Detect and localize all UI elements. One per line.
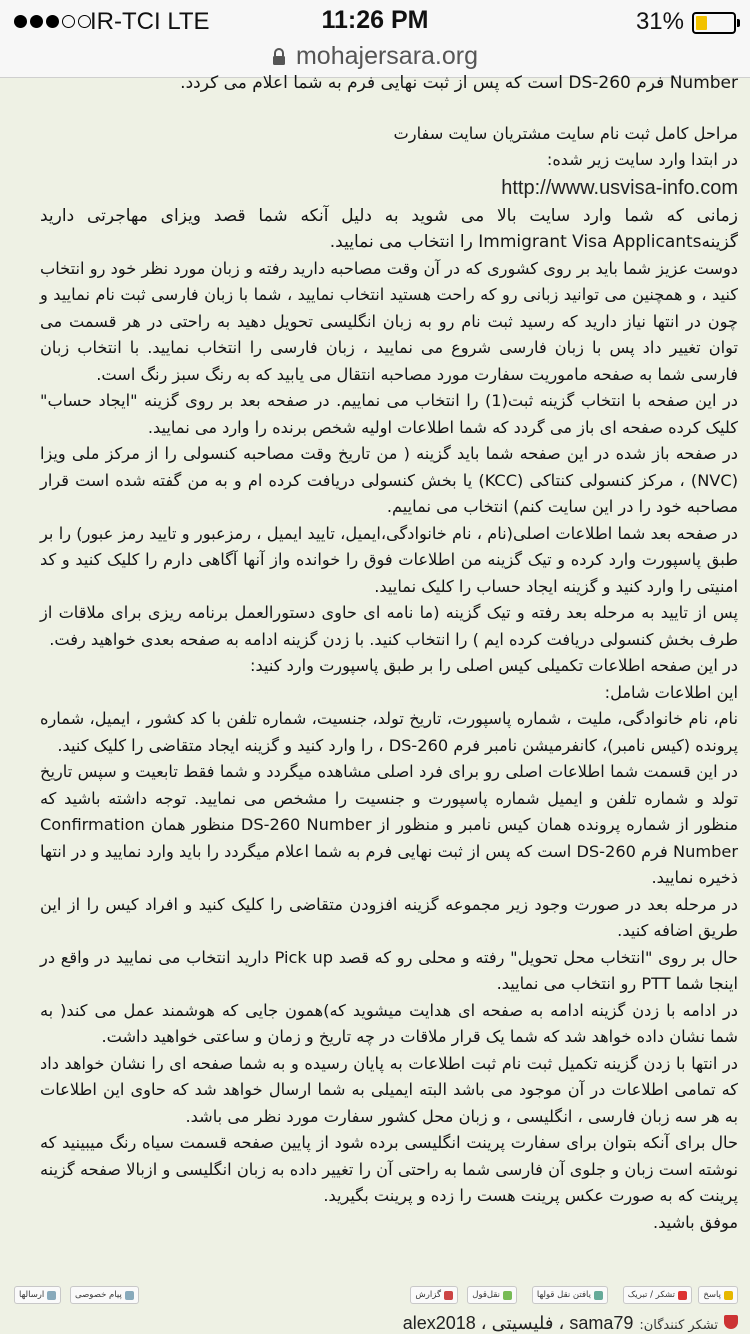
site-link[interactable]: http://www.usvisa-info.com — [501, 176, 738, 199]
multi-quote-button[interactable]: یافتن نقل قولها — [532, 1286, 608, 1304]
post-paragraph: Number فرم DS-260 است که پس از ثبت نهایی فرم به شما اعلام می کردد. — [180, 73, 738, 93]
post-paragraph: زمانی که شما وارد سایت بالا می شوید به دلیل آنکه شما قصد ویزای مهاجرتی دارید گزینهImmigrant Visa Applicants را انتخاب می نمایید. — [40, 205, 738, 252]
status-time: 11:26 PM — [321, 6, 429, 34]
post-paragraph: نام، نام خانوادگی، ملیت ، شماره پاسپورت، تاریخ تولد، جنسیت، شماره تلفن با کد کشور ، ایمیل، شماره پرونده (کیس نامبر)، کانفرمیشن نامبر فرم DS-260 ، را وارد کنید و گزینه ایجاد متقاضی را کلیک کنید. — [40, 709, 738, 755]
post-paragraph: حال بر روی "انتخاب محل تحویل" رفته و محلی رو که قصد Pick up دارید انتخاب می نمایید در واقع در اینجا شما PTT رو انتخاب می نمایید. — [40, 947, 738, 993]
post-paragraph: در این قسمت شما اطلاعات اصلی رو برای فرد اصلی مشاهده میگردد و شما فقط تابعیت و سپس تاریخ تولد و شماره تلفن و ایمیل شماره پاسپورت و جنسیت را مشخص می نمایید. توجه داشته باشید که منظور از شماره پرونده همان کیس نامبر و منظور از DS-260 Number منظور همان Confirmation Number فرم DS-260 است که پس از ثبت نهایی فرم به شما اعلام میگردد را باید وارد نمایید و در انتها ذخیره نمایید. — [40, 762, 739, 887]
thanks-users[interactable]: sama79 ، فلیسیتی ، alex2018 — [402, 1313, 634, 1333]
post-paragraph: در صفحه باز شده در این صفحه شما باید گزینه ( من تاریخ وقت مصاحبه کنسولی را از مرکز ملی ویزا (NVC) ، مرکز کنسولی کنتاکی (KCC) یا بخش کنسولی دریافت کرده ام و به من گفته شده است قرار مصاحبه خود را در این سایت کنم) انتخاب می نماییم. — [40, 444, 739, 516]
search-icon — [47, 1291, 56, 1300]
post-paragraph: در انتها با زدن گزینه تکمیل ثبت نام ثبت اطلاعات به پایان رسیده و به شما صفحه ای را نشان خواهد داد که تمامی اطلاعات در آن موجود می باشد البته ایمیلی به شما ارسال خواهد شد که حاوی این اطلاعات به هر سه زبان فارسی ، انگلیسی ، و زبان محل کشور سفارت مورد نظر می باشد. — [40, 1053, 738, 1126]
thanks-button[interactable]: تشکر / تبریک — [623, 1286, 692, 1304]
post-paragraph: پس از تایید به مرحله بعد رفته و تیک گزینه (ما نامه ای حاوی دستورالعمل برنامه ریزی برای ملاقات از طرف بخش کنسولی دریافت کرده ایم ) را انتخاب کنید. با زدن گزینه ادامه به صفحه بعدی خواهید رفت. — [40, 603, 738, 649]
thanks-label: تشکر کنندگان: — [639, 1318, 718, 1333]
url-text: mohajersara.org — [295, 41, 479, 70]
reply-icon — [724, 1291, 733, 1300]
reply-button[interactable]: پاسخ — [698, 1286, 738, 1304]
post-paragraph: موفق باشید. — [653, 1212, 738, 1232]
post-body — [40, 73, 739, 1236]
carrier-label: IR-TCI LTE — [90, 8, 210, 35]
lock-icon — [272, 48, 286, 66]
post-paragraph: دوست عزیز شما باید بر روی کشوری که در آن وقت مصاحبه دارید رفته و زبان مورد نظر خود رو انتخاب کنید ، و همچنین می توانید زبانی رو که راحت هستید انتخاب نمایید ، شما با زبان فارسی ثبت نام نمایید و چون در انتها نیاز دارید که رسید ثبت نام رو به زبان انگلیسی تحویل دهید به راحتی در هر قسمت می توان تغییر داد پس با زبان فارسی شروع می نمایید ، زبان فارسی را انتخاب نمایید. با انتخاب زبان فارسی شما به صفحه ماموریت سفارت مورد مصاحبه انتقال می یابید که به رنگ سبز رنگ است. — [40, 258, 738, 384]
search-icon — [125, 1291, 134, 1300]
post-paragraph: در مرحله بعد در صورت وجود زیر مجموعه گزینه افزودن متقاضی را کلیک کنید و افراد کیس را از این طریق اضافه کنید. — [40, 894, 738, 940]
thanks-bar — [403, 1313, 738, 1334]
post-paragraph: در ابتدا وارد سایت زیر شده: — [546, 150, 738, 169]
battery-percent: 31% — [635, 8, 684, 35]
browser-chrome — [0, 0, 750, 78]
battery-icon — [692, 12, 736, 34]
address-bar[interactable] — [0, 40, 750, 72]
quote-icon — [594, 1291, 603, 1300]
report-button[interactable]: گزارش — [410, 1286, 458, 1304]
post-paragraph: در این صفحه اطلاعات تکمیلی کیس اصلی را بر طبق پاسپورت وارد کنید: — [250, 656, 738, 675]
quote-icon — [503, 1291, 512, 1300]
thanks-icon — [724, 1315, 738, 1329]
post-paragraph: حال برای آنکه بتوان برای سفارت پرینت انگلیسی برده شود از پایین صفحه قسمت سیاه رنگ میبینید که نوشته است زبان و جلوی آن فارسی شما به راحتی آن را تغییر داده به زبان انگلیسی و ازبالا صفحه گزینه پرینت که به صورت عکس پرینت هست را زده و پرینت بگیرید. — [40, 1133, 738, 1205]
post-heading: مراحل کامل ثبت نام سایت مشتریان سایت سفارت — [393, 123, 738, 143]
heart-icon — [678, 1291, 687, 1300]
flag-icon — [444, 1291, 453, 1300]
post-paragraph: در صفحه بعد شما اطلاعات اصلی(نام ، نام خانوادگی،ایمیل، تایید ایمیل ، رمزعبور و تایید رمز عبور) را بر طبق پاسپورت وارد کرده و تیک گزینه من اطلاعات فوق را خوانده واز آنها آگاهی دارم را کلیک کنید و کد امنیتی را وارد کنید و گزینه ایجاد حساب را کلیک نمایید. — [40, 523, 738, 596]
post-paragraph: این اطلاعات شامل: — [604, 682, 738, 702]
post-actions — [0, 1286, 750, 1312]
status-bar — [0, 6, 750, 40]
page-content — [0, 73, 750, 1334]
quote-button[interactable]: نقل‌قول — [467, 1286, 517, 1304]
user-posts-button[interactable]: ارسالها — [14, 1286, 61, 1304]
post-paragraph: در این صفحه با انتخاب گزینه ثبت(1) را انتخاب می نماییم. در صفحه بعد بر روی گزینه "ایجاد حساب" کلیک کرده صفحه ای باز می گردد که شما اطلاعات اولیه شخص برنده را وارد می نمایید. — [40, 391, 738, 437]
post-paragraph: در ادامه با زدن گزینه ادامه به صفحه ای هدایت میشوید که)همون جایی که هوشمند عمل می کند( به شما نشان داده خواهد شد که شما یک قرار ملاقات در چه تاریخ و زمان و ساعتی خواهید داشت. — [40, 1000, 738, 1046]
private-message-button[interactable]: پیام خصوصی — [70, 1286, 139, 1304]
